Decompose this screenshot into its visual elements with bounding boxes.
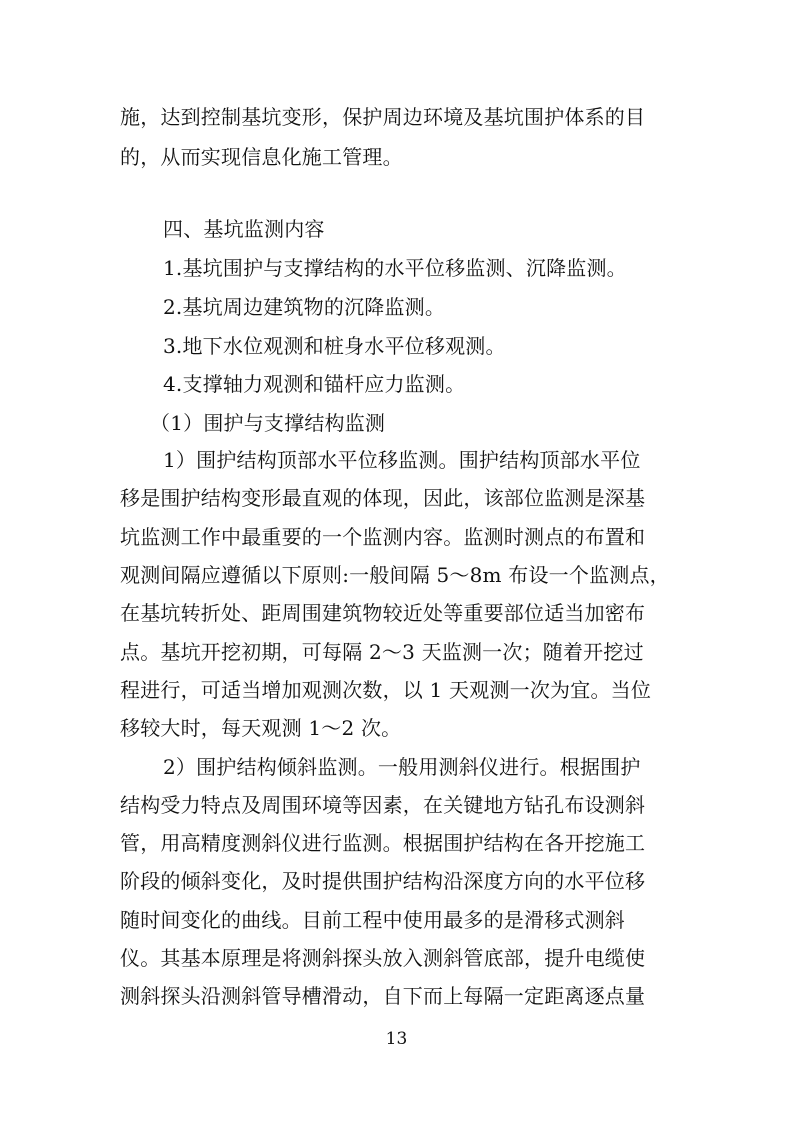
paragraph-line: 结构受力特点及周围环境等因素，在关键地方钻孔布设测斜 — [120, 793, 646, 817]
paragraph-line: 程进行，可适当增加观测次数，以 1 天观测一次为宜。当位 — [120, 678, 652, 702]
paragraph-line: 阶段的倾斜变化，及时提供围护结构沿深度方向的水平位移 — [120, 869, 646, 893]
list-item: 1.基坑围护与支撑结构的水平位移监测、沉降监测。 — [163, 256, 627, 280]
paragraph-line: 观测间隔应遵循以下原则:一般间隔 5～8m 布设一个监测点， — [120, 563, 670, 587]
paragraph-line: 测斜探头沿测斜管导槽滑动，自下而上每隔一定距离逐点量 — [120, 984, 646, 1008]
list-item: 3.地下水位观测和桩身水平位移观测。 — [163, 334, 506, 358]
paragraph-line: 的，从而实现信息化施工管理。 — [120, 145, 403, 169]
subsection-heading: （1）围护与支撑结构监测 — [150, 411, 386, 435]
paragraph-line: 点。基坑开挖初期，可每隔 2～3 天监测一次；随着开挖过 — [120, 640, 644, 664]
paragraph-line: 随时间变化的曲线。目前工程中使用最多的是滑移式测斜 — [120, 908, 625, 932]
paragraph-line: 坑监测工作中最重要的一个监测内容。监测时测点的布置和 — [120, 525, 646, 549]
paragraph-line: 施，达到控制基坑变形，保护周边环境及基坑围护体系的目 — [120, 105, 646, 129]
paragraph-line: 在基坑转折处、距周围建筑物较近处等重要部位适当加密布 — [120, 601, 646, 625]
paragraph-line: 移较大时，每天观测 1～2 次。 — [120, 716, 402, 740]
paragraph-line: 仪。其基本原理是将测斜探头放入测斜管底部，提升电缆使 — [120, 946, 646, 970]
list-item: 4.支撑轴力观测和锚杆应力监测。 — [163, 372, 466, 396]
paragraph-line: 2）围护结构倾斜监测。一般用测斜仪进行。根据围护 — [163, 755, 641, 779]
page-number: 13 — [385, 1029, 408, 1049]
section-heading: 四、基坑监测内容 — [163, 217, 325, 241]
list-item: 2.基坑周边建筑物的沉降监测。 — [163, 295, 446, 319]
paragraph-line: 1）围护结构顶部水平位移监测。围护结构顶部水平位 — [163, 448, 641, 472]
paragraph-line: 移是围护结构变形最直观的体现，因此，该部位监测是深基 — [120, 486, 646, 510]
paragraph-line: 管，用高精度测斜仪进行监测。根据围护结构在各开挖施工 — [120, 831, 646, 855]
